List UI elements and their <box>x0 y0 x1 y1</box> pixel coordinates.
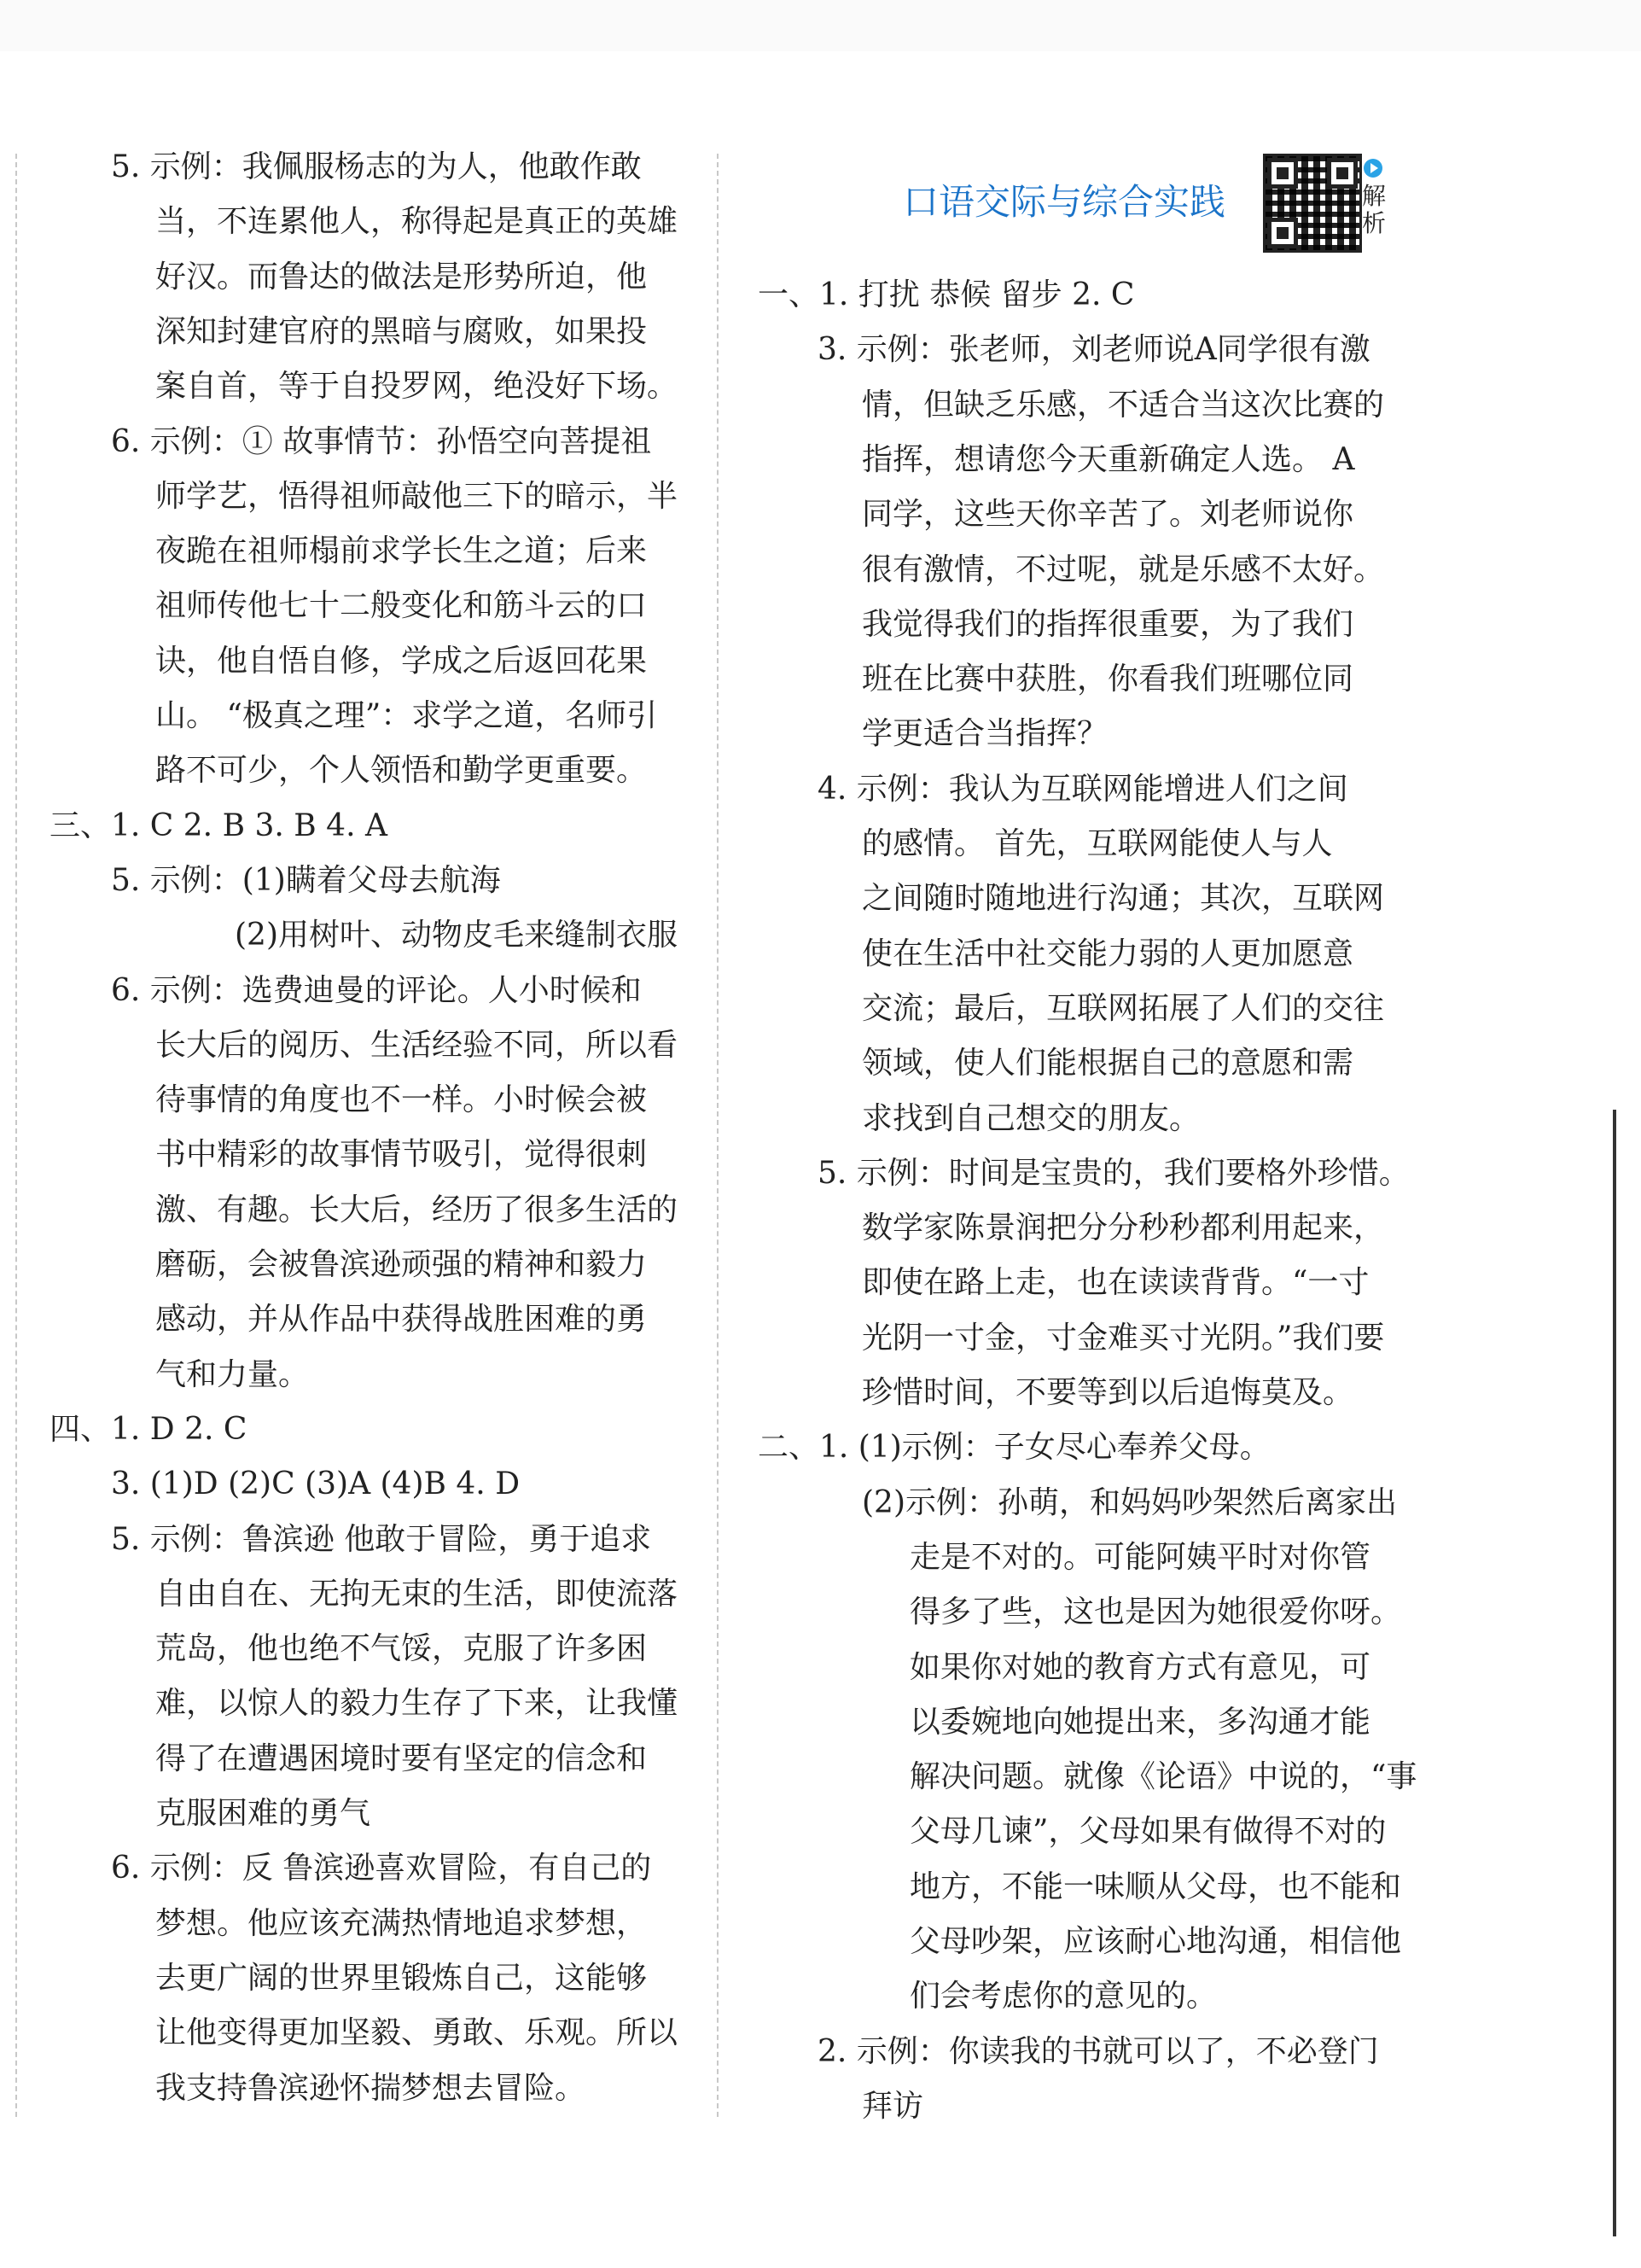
answer-line: 指挥，想请您今天重新确定人选。 A <box>862 441 1355 477</box>
page-edge-shadow <box>1613 1110 1616 2236</box>
answer-line: 学更适合当指挥？ <box>862 716 1109 752</box>
column-divider <box>717 154 719 2117</box>
answer-line: 祖师传他七十二般变化和筋斗云的口 <box>155 588 648 624</box>
answer-line: 得多了些，这也是因为她很爱你呀。 <box>910 1595 1402 1630</box>
answer-line: 同学，这些天你辛苦了。刘老师说你 <box>862 497 1354 533</box>
answer-line: 3. (1)D (2)C (3)A (4)B 4. D <box>111 1466 521 1502</box>
answer-line: 3. 示例：张老师，刘老师说A同学很有激 <box>818 332 1370 368</box>
answer-line: 三、1. C 2. B 3. B 4. A <box>49 808 387 843</box>
answer-line: 自由自在、无拘无束的生活，即使流落 <box>155 1576 678 1612</box>
answer-line: 案自首，等于自投罗网，绝没好下场。 <box>155 369 678 405</box>
answer-line: 即使在路上走，也在读读背背。“一寸 <box>862 1265 1370 1301</box>
answer-line: 5. 示例：时间是宝贵的，我们要格外珍惜。 <box>818 1155 1410 1191</box>
answer-line: 地方，不能一味顺从父母，也不能和 <box>910 1869 1402 1904</box>
answer-line: 光阴一寸金，寸金难买寸光阴。”我们要 <box>862 1320 1385 1356</box>
answer-line: 诀，他自悟自修，学成之后返回花果 <box>155 643 648 679</box>
answer-line: 荒岛，他也绝不气馁，克服了许多困 <box>155 1631 648 1667</box>
answer-line: 感动，并从作品中获得战胜困难的勇 <box>155 1302 648 1338</box>
answer-line: 得了在遭遇困境时要有坚定的信念和 <box>155 1740 648 1776</box>
answer-line: 4. 示例：我认为互联网能增进人们之间 <box>818 771 1348 807</box>
answer-line: 们会考虑你的意见的。 <box>910 1979 1218 2014</box>
answer-line: 解决问题。就像《论语》中说的，“事 <box>910 1759 1417 1795</box>
top-margin <box>0 0 1641 51</box>
answer-line: 好汉。而鲁达的做法是形势所迫，他 <box>155 259 648 294</box>
section-title: 口语交际与综合实践 <box>903 181 1226 223</box>
left-margin-divider <box>15 154 17 2117</box>
answer-line: 四、1. D 2. C <box>49 1411 247 1447</box>
answer-line: 珍惜时间，不要等到以后追悔莫及。 <box>862 1375 1354 1410</box>
answer-line: 领域，使人们能根据自己的意愿和需 <box>862 1046 1354 1082</box>
answer-line: 数学家陈景润把分分秒秒都利用起来， <box>862 1210 1385 1246</box>
answer-line: 深知封建官府的黑暗与腐败，如果投 <box>155 313 648 349</box>
answer-line: 求找到自己想交的朋友。 <box>862 1100 1201 1136</box>
answer-line: 2. 示例：你读我的书就可以了，不必登门 <box>818 2033 1379 2069</box>
answer-line: 书中精彩的故事情节吸引，觉得很刺 <box>155 1137 648 1173</box>
answer-line: 当，不连累他人，称得起是真正的英雄 <box>155 204 678 240</box>
answer-line: 父母吵架，应该耐心地沟通，相信他 <box>910 1924 1402 1959</box>
answer-line: (2)示例：孙萌，和妈妈吵架然后离家出 <box>862 1484 1397 1520</box>
answer-line: 交流；最后，互联网拓展了人们的交往 <box>862 990 1385 1026</box>
answer-line: 二、1. (1)示例：子女尽心奉养父母。 <box>758 1430 1271 1466</box>
answer-line: 如果你对她的教育方式有意见，可 <box>910 1649 1371 1685</box>
answer-line: 夜跪在祖师榻前求学长生之道；后来 <box>155 533 648 569</box>
answer-line: 6. 示例：① 故事情节：孙悟空向菩提祖 <box>111 423 652 459</box>
answer-line: 使在生活中社交能力弱的人更加愿意 <box>862 936 1354 971</box>
answer-line: 的感情。 首先，互联网能使人与人 <box>862 826 1333 861</box>
answer-line: 磨砺，会被鲁滨逊顽强的精神和毅力 <box>155 1247 648 1282</box>
answer-line: 很有激情，不过呢，就是乐感不太好。 <box>862 551 1385 587</box>
answer-line: 5. 示例：我佩服杨志的为人，他敢作敢 <box>111 149 642 184</box>
answer-line: 以委婉地向她提出来，多沟通才能 <box>910 1704 1371 1740</box>
qr-code-icon[interactable] <box>1263 154 1362 253</box>
answer-line: 激、有趣。长大后，经历了很多生活的 <box>155 1192 678 1227</box>
answer-line: 去更广阔的世界里锻炼自己，这能够 <box>155 1960 648 1996</box>
answer-line: 待事情的角度也不一样。小时候会被 <box>155 1082 648 1118</box>
answer-line: 班在比赛中获胜，你看我们班哪位同 <box>862 662 1354 697</box>
answer-line: 让他变得更加坚毅、勇敢、乐观。所以 <box>155 2015 678 2051</box>
answer-line: (2)用树叶、动物皮毛来缝制衣服 <box>235 918 678 953</box>
answer-line: 难，以惊人的毅力生存了下来，让我懂 <box>155 1686 678 1722</box>
analysis-label: 解析 <box>1362 182 1387 237</box>
answer-line: 父母几谏”，父母如果有做得不对的 <box>910 1814 1387 1850</box>
answer-line: 我支持鲁滨逊怀揣梦想去冒险。 <box>155 2070 586 2106</box>
answer-line: 师学艺，悟得祖师敲他三下的暗示，半 <box>155 478 678 514</box>
answer-line: 之间随时随地进行沟通；其次，互联网 <box>862 881 1385 917</box>
answer-line: 拜访 <box>862 2088 924 2124</box>
answer-line: 5. 示例：鲁滨逊 他敢于冒险，勇于追求 <box>111 1521 652 1557</box>
answer-line: 路不可少，个人领悟和勤学更重要。 <box>155 753 648 789</box>
play-icon[interactable] <box>1364 159 1382 178</box>
answer-line: 长大后的阅历、生活经验不同，所以看 <box>155 1027 678 1063</box>
answer-line: 山。 “极真之理”：求学之道，名师引 <box>155 698 658 733</box>
answer-line: 克服困难的勇气 <box>155 1796 371 1831</box>
answer-line: 梦想。他应该充满热情地追求梦想， <box>155 1905 648 1941</box>
answer-line: 6. 示例：反 鲁滨逊喜欢冒险，有自己的 <box>111 1851 652 1886</box>
answer-line: 情，但缺乏乐感，不适合当这次比赛的 <box>862 387 1385 423</box>
answer-line: 走是不对的。可能阿姨平时对你管 <box>910 1539 1371 1575</box>
answer-line: 我觉得我们的指挥很重要，为了我们 <box>862 606 1354 642</box>
answer-line: 5. 示例：(1)瞒着父母去航海 <box>111 862 501 898</box>
answer-line: 气和力量。 <box>155 1356 310 1392</box>
answer-line: 6. 示例：选费迪曼的评论。人小时候和 <box>111 972 642 1008</box>
answer-line: 一、1. 打扰 恭候 留步 2. C <box>758 277 1135 312</box>
